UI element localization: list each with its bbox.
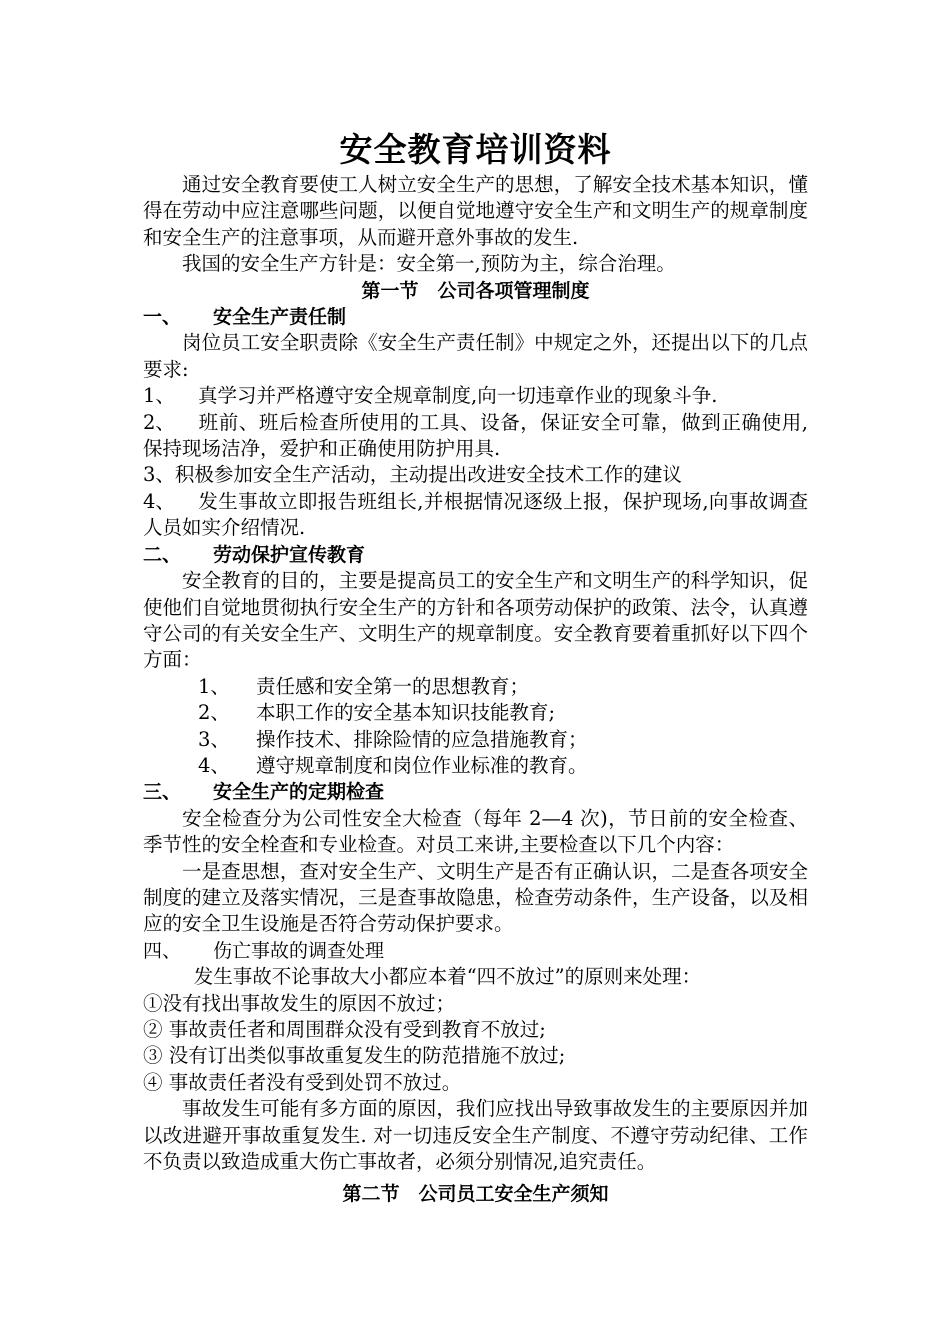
heading-2-text: 劳动保护宣传教育 bbox=[213, 543, 366, 566]
list-item bbox=[143, 462, 808, 488]
list-item bbox=[143, 410, 808, 463]
document-title: 安全教育培训资料 bbox=[339, 130, 612, 169]
document-page bbox=[143, 130, 808, 1208]
intro-paragraph: 通过安全教育要使工人树立安全生产的思想，了解安全技术基本知识，懂得在劳动中应注意哪些问题，以便自觉地遵守安全生产和文明生产的规章制度和安全生产的注意事项，从而避开意外事故的发生. bbox=[143, 173, 808, 249]
heading-3-number: 三、 bbox=[143, 781, 182, 804]
list-item-number: 3、 bbox=[143, 463, 175, 487]
heading-3-body-2: 一是查思想，查对安全生产、文明生产是否有正确认识，二是查各项安全制度的建立及落实情况，三是查事故隐患，检查劳动条件，生产设备，以及相应的安全卫生设施是否符合劳动保护要求。 bbox=[143, 859, 808, 936]
list-item-number: 1、 bbox=[198, 674, 230, 698]
heading-1-body: 岗位员工安全职责除《安全生产责任制》中规定之外，还提出以下的几点要求: bbox=[143, 331, 808, 381]
list-item-number: 3、 bbox=[198, 727, 230, 751]
list-item-text: 积极参加安全生产活动，主动提出改进安全技术工作的建议 bbox=[174, 463, 682, 487]
heading-1-text: 安全生产责任制 bbox=[213, 306, 347, 329]
principle-item: ② 事故责任者和周围群众没有受到教育不放过; bbox=[143, 1018, 546, 1041]
heading-3 bbox=[143, 779, 808, 805]
heading-4 bbox=[143, 938, 808, 964]
safety-policy-paragraph: 我国的安全生产方针是：安全第一,预防为主，综合治理。 bbox=[182, 252, 676, 276]
list-item-text: 遵守规章制度和岗位作业标准的教育。 bbox=[256, 753, 588, 777]
section-2-title: 第二节 公司员工安全生产须知 bbox=[342, 1183, 609, 1206]
list-item-text: 本职工作的安全基本知识技能教育; bbox=[256, 701, 556, 725]
list-item-text: 责任感和安全第一的思想教育； bbox=[256, 674, 530, 698]
heading-1 bbox=[143, 304, 808, 330]
heading-2-number: 二、 bbox=[143, 543, 182, 566]
section-1-title: 第一节 公司各项管理制度 bbox=[361, 279, 590, 302]
list-item bbox=[143, 383, 808, 409]
heading-1-number: 一、 bbox=[143, 306, 182, 329]
list-item-number: 2、 bbox=[198, 701, 230, 725]
principle-item: ①没有找出事故发生的原因不放过； bbox=[143, 991, 456, 1015]
heading-4-text: 伤亡事故的调查处理 bbox=[213, 939, 385, 962]
list-item-text: 发生事故立即报告班组长,并根据情况逐级上报，保护现场,向事故调查人员如实介绍情况. bbox=[143, 489, 808, 540]
list-item-number: 4、 bbox=[143, 489, 175, 513]
list-item bbox=[198, 674, 808, 700]
principle-item: ④ 事故责任者没有受到处罚不放过。 bbox=[143, 1070, 462, 1094]
list-item-text: 班前、班后检查所使用的工具、设备，保证安全可靠，做到正确使用,保持现场洁净，爱护和正确使用防护用具. bbox=[143, 410, 808, 461]
list-item bbox=[198, 753, 808, 779]
heading-3-text: 安全生产的定期检查 bbox=[213, 781, 385, 804]
list-item bbox=[198, 727, 808, 753]
list-item bbox=[198, 700, 808, 726]
list-item-number: 4、 bbox=[198, 753, 230, 777]
list-item-text: 操作技术、排除险情的应急措施教育； bbox=[256, 727, 588, 751]
heading-2-body: 安全教育的目的，主要是提高员工的安全生产和文明生产的科学知识，促使他们自觉地贯彻执行安全生产的方针和各项劳动保护的政策、法令，认真遵守公司的有关安全生产、文明生产的规章制度。安全教育要着重抓好以下四个方面： bbox=[143, 569, 808, 672]
heading-2 bbox=[143, 542, 808, 568]
principle-item: ③ 没有订出类似事故重复发生的防范措施不放过; bbox=[143, 1044, 566, 1068]
heading-4-number: 四、 bbox=[143, 939, 182, 962]
heading-4-body-1: 发生事故不论事故大小都应本着“四不放过”的原则来处理： bbox=[193, 965, 702, 989]
list-item-text: 真学习并严格遵守安全规章制度,向一切违章作业的现象斗争. bbox=[198, 384, 718, 408]
list-item-number: 2、 bbox=[143, 410, 175, 434]
list-item-number: 1、 bbox=[143, 384, 175, 408]
heading-3-body-1: 安全检查分为公司性安全大检查（每年 2—4 次)，节日前的安全检查、季节性的安全栓查和专业检查。对员工来讲,主要检查以下几个内容： bbox=[143, 806, 808, 857]
heading-4-body-2: 事故发生可能有多方面的原因，我们应找出导致事故发生的主要原因并加以改进避开事故重复发生. 对一切违反安全生产制度、不遵守劳动纪律、工作不负责以致造成重大伤亡事故者，必须分别情况,追究责任。 bbox=[143, 1097, 808, 1174]
list-item bbox=[143, 489, 808, 542]
education-list bbox=[143, 674, 808, 780]
